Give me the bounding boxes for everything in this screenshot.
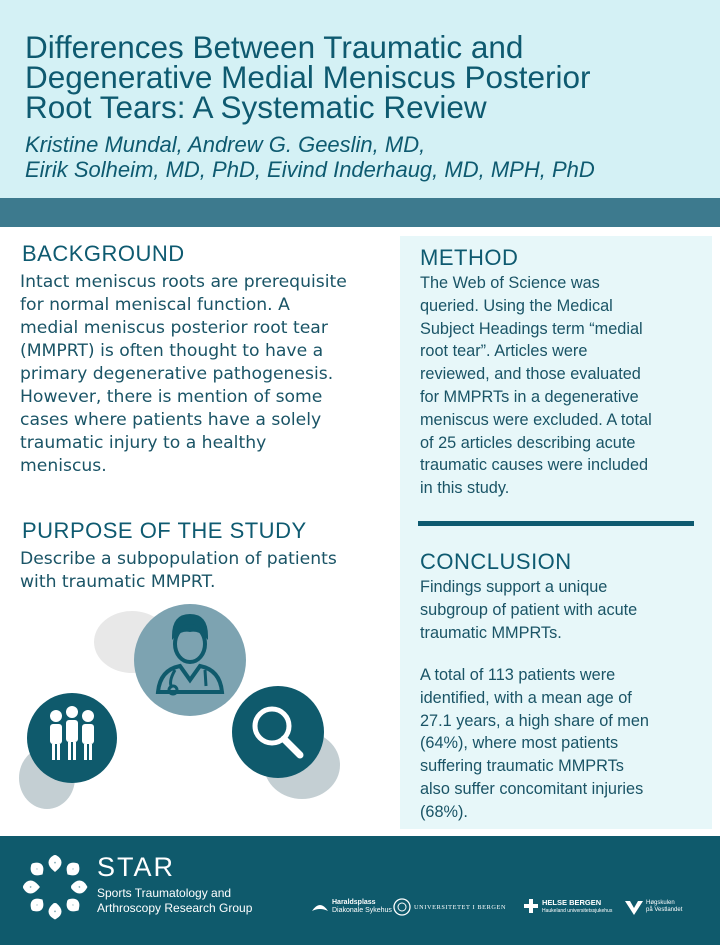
purpose-text: Describe a subpopulation of patients with traumatic MMPRT.: [20, 549, 337, 592]
illustration-cluster: [0, 600, 400, 830]
conclusion-text-a: Findings support a unique subgroup of patient with acute traumatic MMPRTs.: [420, 578, 638, 642]
header-divider-bar: [0, 198, 720, 227]
star-logo-icon: [20, 852, 90, 922]
method-heading: METHOD: [420, 245, 519, 270]
section-divider: [418, 521, 694, 526]
uib-seal-icon: [393, 898, 411, 916]
method-text: The Web of Science was queried. Using the Medical Subject Headings term “medial root tear”. Articles were reviewed, and those evaluated for MMPRTs in a degenerative meniscus were excluded. A total of 25 articles describing acute traumatic causes were included in this study.: [420, 274, 652, 498]
uib-logo: UNIVERSITETET I BERGEN: [414, 904, 507, 911]
helse-bergen-logo-icon: [523, 898, 539, 914]
title-line: Root Tears: A Systematic Review: [25, 89, 487, 125]
author-line: Eirik Solheim, MD, PhD, Eivind Inderhaug, MD, MPH, PhD: [25, 157, 595, 182]
conclusion-text-b: A total of 113 patients were identified, with a mean age of 27.1 years, a high share of men (64%), where most patients suffering traumatic MMPRTs also suffer concomitant injuries (68%).: [420, 666, 649, 821]
haraldsplass-logo: Haraldsplass Diakonale Sykehus: [332, 899, 392, 914]
hvl-logo-icon: [624, 900, 644, 916]
conclusion-heading: CONCLUSION: [420, 549, 572, 574]
org-name: STAR: [97, 852, 176, 882]
magnifier-icon: [232, 686, 324, 778]
title-line: Degenerative Medial Meniscus Posterior: [25, 59, 591, 95]
title-line: Differences Between Traumatic and: [25, 29, 524, 65]
doctor-icon: [134, 604, 246, 716]
hvl-logo: Høgskulen på Vestlandet: [646, 900, 683, 913]
helse-bergen-logo: HELSE BERGEN Haukeland universitetssjukehus: [542, 898, 613, 914]
poster-title: [25, 29, 715, 125]
haraldsplass-logo-icon: [310, 897, 330, 917]
author-line: Kristine Mundal, Andrew G. Geeslin, MD,: [25, 132, 426, 157]
group-icon: [27, 693, 117, 783]
org-full-name: Sports Traumatology and Arthroscopy Research Group: [97, 886, 253, 915]
purpose-heading: PURPOSE OF THE STUDY: [22, 518, 307, 543]
authors: [25, 132, 715, 182]
background-text: Intact meniscus roots are prerequisite for normal meniscal function. A medial meniscus posterior root tear (MMPRT) is often thought to have a primary degenerative pathogenesis. However, there is mention of some cases where patients have a solely traumatic injury to a healthy meniscus.: [20, 272, 347, 476]
background-heading: BACKGROUND: [22, 241, 185, 266]
